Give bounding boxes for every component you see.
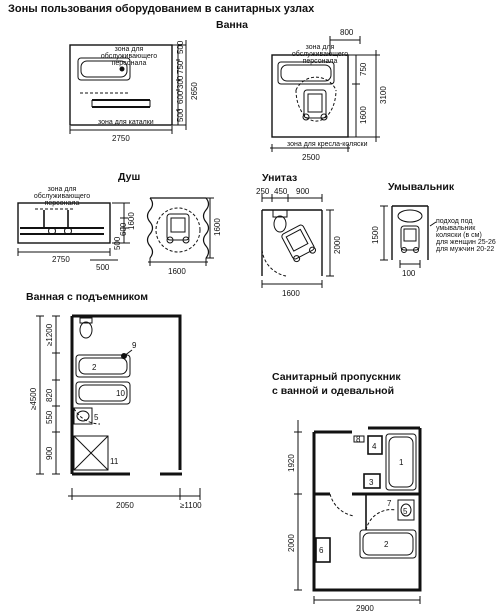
bath-dim-300: 300 — [176, 75, 185, 89]
checkpoint-tag-4: 4 — [372, 442, 377, 451]
shower-dim-600: 600 — [119, 222, 128, 236]
toilet-dim-2000: 2000 — [333, 236, 342, 254]
shower-r-dim-1600b: 1600 — [168, 267, 186, 276]
lift-bath-plan — [36, 316, 200, 500]
lift-tag-2: 2 — [92, 363, 97, 372]
toilet-dim-450: 450 — [274, 187, 288, 196]
shower-right-plan — [148, 198, 215, 266]
toilet-title: Унитаз — [262, 172, 298, 184]
bath-wheelchair-zone-label: зона для кресла-коляски — [287, 141, 368, 148]
lift-dim-1100: ≥1100 — [180, 501, 202, 510]
checkpoint-dim-1920: 1920 — [287, 454, 296, 472]
shower-dim-500b: 500 — [96, 263, 110, 272]
checkpoint-tag-7: 7 — [387, 499, 392, 508]
shower-dim-500: 500 — [113, 236, 122, 250]
washbasin-dim-100: 100 — [402, 269, 416, 278]
washbasin-note-2: умывальник — [436, 225, 476, 232]
bath-r-dim-3100: 3100 — [379, 86, 388, 104]
bath-r-dim-800: 800 — [340, 28, 354, 37]
toilet-dim-250: 250 — [256, 187, 270, 196]
shower-title: Душ — [118, 171, 141, 183]
lift-bath-title: Ванная с подъемником — [26, 291, 148, 303]
washbasin-note-4: для женщин 25-26 — [436, 239, 496, 246]
toilet-plan — [262, 194, 334, 288]
lift-dim-4500: ≥4500 — [29, 387, 38, 410]
washbasin-title: Умывальник — [388, 181, 455, 193]
shower-r-dim-1600: 1600 — [213, 218, 222, 236]
bath-r-dim-1600: 1600 — [359, 106, 368, 124]
washbasin-dim-1500: 1500 — [371, 226, 380, 244]
washbasin-plan — [380, 206, 436, 268]
bath-cart-zone-label: зона для каталки — [98, 119, 154, 126]
bath-dim-500a: 500 — [176, 40, 185, 54]
checkpoint-title-1: Санитарный пропускник — [272, 371, 401, 383]
bath-staff-zone-label: зона для обслуживающего персонала — [100, 46, 158, 67]
shower-dim-2750: 2750 — [52, 255, 70, 264]
washbasin-note-3: коляски (в см) — [436, 232, 482, 239]
bath-dim-2750: 2750 — [112, 134, 130, 143]
lift-tag-10: 10 — [116, 389, 125, 398]
lift-dim-2050: 2050 — [116, 501, 134, 510]
checkpoint-title-2: с ванной и одевальной — [272, 385, 395, 397]
checkpoint-tag-2: 2 — [384, 540, 389, 549]
bath-r-dim-2500: 2500 — [302, 153, 320, 162]
bath-title: Ванна — [216, 19, 248, 31]
shower-dim-1600a: 1600 — [127, 212, 136, 230]
shower-left-plan — [18, 203, 130, 260]
checkpoint-tag-5: 5 — [403, 507, 408, 516]
toilet-dim-900: 900 — [296, 187, 310, 196]
toilet-dim-1600: 1600 — [282, 289, 300, 298]
bath-dim-600: 600 — [176, 90, 185, 104]
bath-dim-500b: 500 — [176, 108, 185, 122]
bath-left-plan — [70, 40, 186, 134]
page-title: Зоны пользования оборудованием в санитарных узлах — [8, 3, 315, 15]
lift-dim-1200: ≥1200 — [45, 323, 54, 346]
lift-dim-550: 550 — [45, 410, 54, 424]
bath-dim-2650: 2650 — [190, 82, 199, 100]
checkpoint-tag-3: 3 — [369, 478, 374, 487]
washbasin-note-5: для мужчин 20-22 — [436, 246, 495, 253]
washbasin-note-1: подход под — [436, 218, 473, 225]
checkpoint-plan — [294, 420, 420, 604]
checkpoint-tag-1: 1 — [399, 458, 404, 467]
bath-right-plan — [270, 36, 380, 152]
lift-tag-5: 5 — [94, 413, 99, 422]
checkpoint-dim-2900: 2900 — [356, 604, 374, 613]
bath-dim-750: 750 — [176, 60, 185, 74]
bath-right-staff-zone-label: зона для обслуживающего персонала — [291, 44, 349, 65]
checkpoint-dim-2000: 2000 — [287, 534, 296, 552]
lift-tag-9: 9 — [132, 341, 137, 350]
lift-tag-11: 11 — [110, 457, 119, 466]
checkpoint-tag-8: 8 — [356, 435, 361, 444]
bath-r-dim-750: 750 — [359, 62, 368, 76]
checkpoint-tag-6: 6 — [319, 546, 324, 555]
lift-dim-820: 820 — [45, 388, 54, 402]
lift-dim-900: 900 — [45, 446, 54, 460]
shower-staff-zone-label: зона для обслуживающего персонала — [33, 186, 91, 207]
